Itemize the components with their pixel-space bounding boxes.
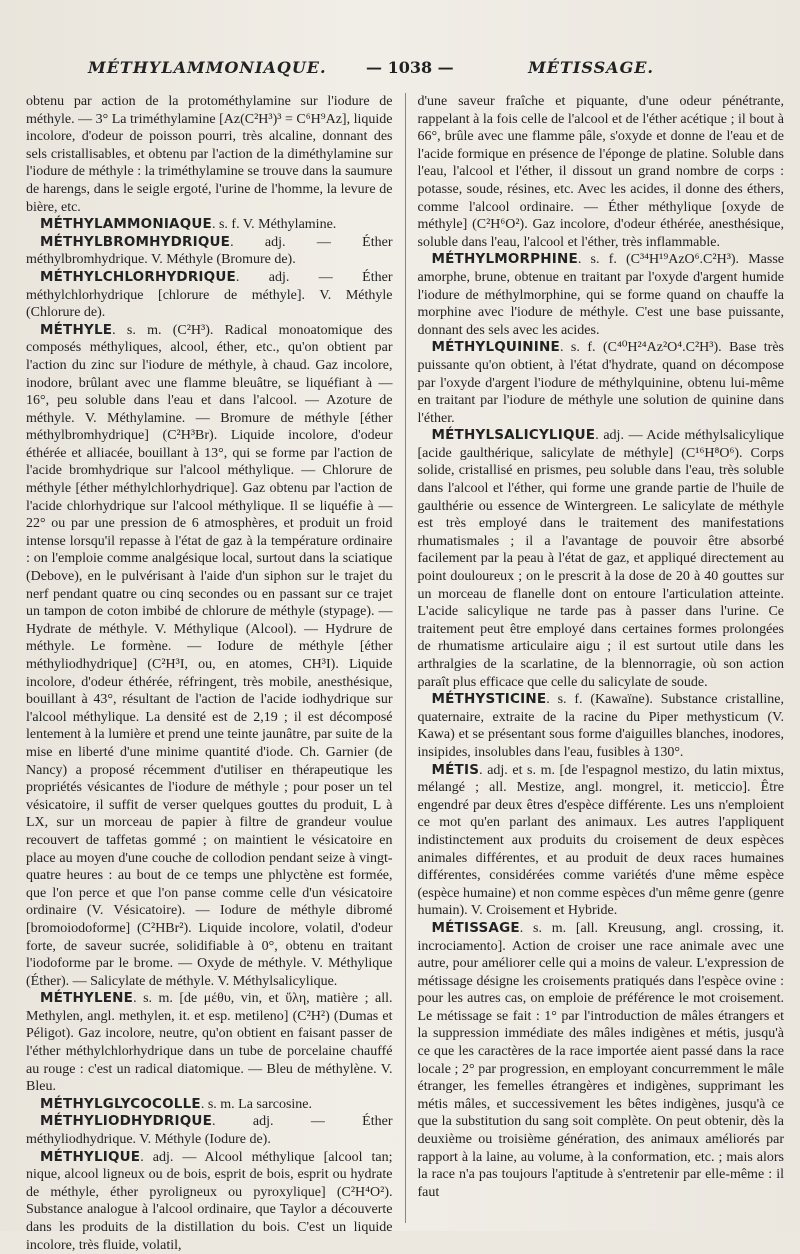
entry-headword: MÉTHYLIQUE bbox=[40, 1148, 141, 1165]
continued-text: d'une saveur fraîche et piquante, d'une odeur pénétrante, rappelant à la fois celle de l'alcool et de l'éther acétique ; il bout à 66°, brûle avec une flamme pâle, s'oxyde et donne de l'eau et de l'acide formique en présence de l'éponge de platine. Soluble dans l'eau, l'alcool et l'éther, il dissout un grand nombre de corps : potasse, soude, résines, etc. Avec les acides, il donne des éthers, comme l'alcool ordinaire. — Éther méthylique [oxyde de méthyle] (C²H⁶O²). Gaz incolore, d'odeur éthérée, anesthésique, soluble dans l'eau, l'alcool et l'éther, très inflammable. bbox=[417, 94, 784, 250]
dictionary-entry bbox=[26, 990, 393, 1096]
entry-headword: MÉTHYLENE bbox=[40, 990, 134, 1007]
entry-definition: . s. f. (Kawaïne). Substance cristalline, quaternaire, extraite de la racine du Piper methysticum (V. Kawa) et se présentant sous forme d'aiguilles blanches, inodores, insipides, insolubles dans l'eau, fusibles à 130°. bbox=[417, 692, 784, 760]
dictionary-entry bbox=[26, 1113, 393, 1148]
dictionary-entry bbox=[26, 269, 393, 322]
entry-definition: . s. f. (C³⁴H¹⁹AzO⁶.C²H³). Masse amorphe, brune, obtenue en traitant par l'oxyde d'argent humide l'iodure de méthylmorphine, qui se forme quand on chauffe la morphine avec l'iodure de méthyle. C'est une base puissante, donnant des sels avec les acides. bbox=[417, 252, 784, 338]
right-column bbox=[418, 93, 785, 1223]
entry-headword: MÉTHYSTICINE bbox=[431, 691, 547, 708]
entry-headword: MÉTISSAGE bbox=[431, 919, 520, 936]
entry-definition: . adj. — Éther méthylchlorhydrique [chlorure de méthyle]. V. Méthyle (Chlorure de). bbox=[26, 269, 393, 321]
entry-headword: MÉTHYLE bbox=[40, 321, 113, 338]
entry-definition: . s. m. [de μέθυ, vin, et ὕλη, matière ; all. Methylen, angl. methylen, it. et esp. metileno] (C²H²) (Dumas et Péligot). Gaz incolore, neutre, qu'on obtient en faisant passer de l'éther méthylchlorhydrique dans un tube de porcelaine chauffé au rouge : c'est un radical diatomique. — Bleu de méthylène. V. Bleu. bbox=[26, 991, 393, 1095]
left-column bbox=[26, 93, 393, 1253]
entry-definition: . s. f. (C⁴⁰H²⁴Az²O⁴.C²H³). Base très puissante qu'on obtient, à l'état d'hydrate, quand on décompose par l'oxyde d'argent l'iodure de méthylquinine, obtenu lui-même en traitant par l'iodure de méthyle une solution de quinine dans l'éther. bbox=[417, 340, 784, 426]
page-number: — 1038 — bbox=[366, 58, 454, 77]
column-divider bbox=[405, 93, 406, 1223]
entry-definition: . adj. — Acide méthylsalicylique [acide gaulthérique, salicylate de méthyle] (C¹⁶H⁸O⁶). Corps solide, cristallisé en prismes, peu soluble dans l'eau, très soluble dans l'alcool et l'éther, qui forme une grande partie de l'huile de gaulthérie ou essence de Wintergreen. Le salicylate de méthyle est très employé dans le traitement des manifestations rhumatismales ; il a l'avantage de pouvoir être absorbé facilement par la peau à l'état de gaz, et appliqué directement au point douloureux ; on le prescrit à la dose de 20 à 40 gouttes sur un morceau de flanelle dont on entoure l'articulation atteinte. L'acide salicylique ne tarde pas à passer dans l'urine. Ce traitement peut être employé dans certaines formes prolongées de rhumatisme articulaire aigu ; il est surtout utile dans les arthralgies de la scarlatine, de la blennorragie, où son action paraît plus efficace que celle du salicylate de soude. bbox=[417, 428, 784, 690]
entry-headword: MÉTIS bbox=[431, 761, 480, 778]
header-last-word: MÉTISSAGE. bbox=[528, 58, 654, 77]
dictionary-entry bbox=[418, 251, 785, 339]
dictionary-entry bbox=[26, 322, 393, 991]
dictionary-entry bbox=[418, 339, 785, 427]
header-first-word: MÉTHYLAMMONIAQUE. bbox=[88, 58, 327, 77]
dictionary-entry bbox=[418, 691, 785, 761]
entry-headword: MÉTHYLAMMONIAQUE bbox=[40, 216, 212, 233]
entry-headword: MÉTHYLQUININE bbox=[431, 339, 560, 356]
entry-headword: MÉTHYLBROMHYDRIQUE bbox=[40, 233, 231, 250]
entry-definition: . adj. et s. m. [de l'espagnol mestizo, du latin mixtus, mélangé ; all. Mestize, angl. mongrel, it. meticcio]. Être engendré par deux êtres d'espèce différente. Les uns n'emploient ce mot qu'en parlant des animaux. Les autres l'appliquent indistinctement aux produits du croisement de deux espèces animales différentes, et au produit de deux races humaines différentes, considérées comme variétés d'une même espèce (espèce humaine) et non comme espèces d'un même genre (genre humain). V. Croisement et Hybride. bbox=[417, 762, 784, 919]
entry-definition: . adj. — Éther méthyliodhydrique. V. Méthyle (Iodure de). bbox=[26, 1114, 393, 1148]
entry-definition: . s. m. La sarcosine. bbox=[200, 1096, 313, 1112]
dictionary-entry bbox=[418, 920, 785, 1202]
entry-headword: MÉTHYLCHLORHYDRIQUE bbox=[40, 268, 236, 285]
dictionary-entry bbox=[26, 216, 393, 234]
entry-definition: . adj. — Éther méthylbromhydrique. V. Méthyle (Bromure de). bbox=[26, 234, 393, 268]
dictionary-entry bbox=[26, 234, 393, 269]
entry-definition: . adj. — Alcool méthylique [alcool tan; nique, alcool ligneux ou de bois, esprit de bois, esprit ou hydrate de méthyle, éther pyroligneux ou pyroxylique] (C²H⁴O²). Substance analogue à l'alcool ordinaire, que Taylor a découverte dans les produits de la distillation du bois. C'est un liquide incolore, très fluide, volatil, bbox=[26, 1149, 393, 1253]
entry-headword: MÉTHYLIODHYDRIQUE bbox=[40, 1113, 213, 1130]
dictionary-entry bbox=[418, 427, 785, 691]
running-head bbox=[26, 58, 784, 88]
continued-text: obtenu par action de la protométhylamine sur l'iodure de méthyle. — 3° La triméthylamine [Az(C²H³)³ = C⁶H⁹Az], liquide incolore, d'odeur de poisson pourri, très alcaline, donnant des sels cristallisables, et obtenu par l'action de la diméthylamine sur l'iodure de méthyle : la triméthylamine se trouve dans la saumure de harengs, dans le seigle ergoté, l'urine de l'homme, la levure de bière, etc. bbox=[26, 94, 393, 215]
entry-headword: MÉTHYLMORPHINE bbox=[431, 251, 578, 268]
text-columns bbox=[26, 93, 784, 1253]
entry-definition: . s. m. (C²H³). Radical monoatomique des composés méthyliques, alcool, éther, etc., qu'on obtient par l'action du zinc sur l'iodure de méthyle, à chaud. Gaz incolore, inodore, brûlant avec une flamme bleuâtre, se liquéfiant à — 16°, peu soluble dans l'eau et dans l'alcool. — Azoture de méthyle. V. Méthylamine. — Bromure de méthyle [éther méthylbromhydrique] (C²H³Br). Liquide incolore, d'odeur éthérée et alliacée, bouillant à 13°, qui se forme par l'action de l'acide bromhydrique sur l'alcool méthylique. — Chlorure de méthyle [éther méthylchlorhydrique]. Gaz obtenu par l'action de l'acide chlorhydrique sur l'alcool méthylique. Il se liquéfie à — 22° ou par une pression de 6 atmosphères, et produit un froid intense lorsqu'il repasse à l'état de gaz à la température ordinaire : on l'emploie comme analgésique local, surtout dans la sciatique (Debove), en le pulvérisant à l'aide d'un siphon sur le trajet du nerf pendant quatre ou cinq secondes ou en passant sur ce trajet un tampon de coton imbibé de chlorure de méthyle (stypage). — Hydrate de méthyle. V. Méthylique (Alcool). — Hydrure de méthyle. Le formène. — Iodure de méthyle [éther méthyliodhydrique] (C²H³I, ou, en atomes, CH³I). Liquide incolore, d'odeur éthérée, réfringent, très mobile, anesthésique, bouillant à 43°, résultant de l'action de l'acide iodhydrique sur l'alcool méthylique. La densité est de 2,19 ; il est décomposé lentement à la lumière et prend une teinte jaunâtre, par suite de la mise en liberté d'une minime quantité d'iode. Ch. Garnier (de Nancy) a proposé récemment d'utiliser en thérapeutique les propriétés vésicantes de l'iodure de méthyle ; pour poser un tel vésicatoire, il suffit de verser quelques gouttes du produit, L à LX, sur un morceau de papier à filtre de grandeur voulue recouvert de taffetas gommé ; on maintient le vésicatoire en place au moyen d'une couche de collodion pendant seize à vingt-quatre heures : au bout de ce temps une phlyctène est formée, que l'on perce et que l'on panse comme celle d'un vésicatoire ordinaire (V. Vésicatoire). — Iodure de méthyle dibromé [bromoiodoforme] (C²HBr²). Liquide incolore, volatil, d'odeur forte, de saveur sucrée, solidifiable à 0°, obtenu en traitant l'iodoforme par le brome. — Oxyde de méthyle. V. Méthylique (Éther). — Salicylate de méthyle. V. Méthylsalicylique. bbox=[26, 322, 393, 989]
entry-definition: . s. m. [all. Kreusung, angl. crossing, it. incrociamento]. Action de croiser une race animale avec une autre, pour améliorer celle qui a moins de valeur. L'expression de métissage désigne les croisements pratiqués dans l'espèce ovine : pour les autres cas, on emploie de préférence le mot croisement. Le métissage se fait : 1° par l'introduction de mâles étrangers et la suppression immédiate des mâles indigènes et métis, jusqu'à ce que les caractères de la race importée aient passé dans la race locale ; 2° par progression, en employant concurremment le mâle étranger, les femelles étrangères et indigènes, supprimant les métis mâles, et successivement les bêtes indigènes, jusqu'à ce que la substitution du sang soit complète. On peut obtenir, dès la deuxième ou troisième génération, des animaux améliorés par rapport à la laine, au volume, à la conformation, etc. ; mais alors la race n'a pas toujours l'aptitude à s'entretenir par elle-même : il faut bbox=[417, 920, 784, 1200]
dictionary-entry bbox=[26, 1149, 393, 1254]
entry-definition: . s. f. V. Méthylamine. bbox=[211, 217, 337, 233]
entry-headword: MÉTHYLSALICYLIQUE bbox=[431, 427, 596, 444]
entry-headword: MÉTHYLGLYCOCOLLE bbox=[40, 1095, 201, 1112]
dictionary-entry bbox=[418, 762, 785, 920]
dictionary-entry bbox=[26, 1096, 393, 1114]
